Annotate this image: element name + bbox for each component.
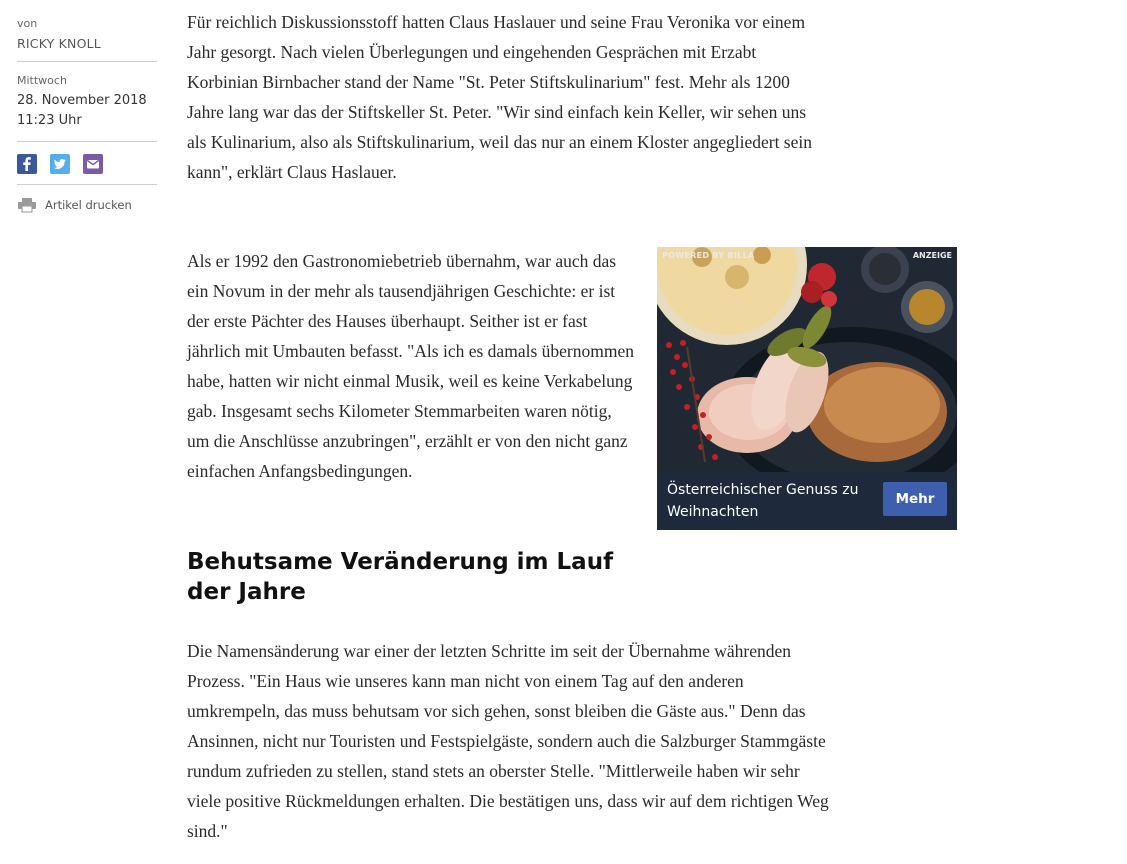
advertisement[interactable] (657, 247, 957, 530)
divider (17, 141, 157, 142)
share-buttons (17, 154, 157, 174)
divider (17, 61, 157, 62)
ad-more-button[interactable]: Mehr (883, 482, 947, 516)
twitter-icon (50, 154, 70, 174)
ad-caption-bar[interactable] (657, 472, 957, 530)
publish-time: 11:23 Uhr (17, 113, 82, 128)
publish-date: 28. November 2018 (17, 93, 147, 108)
mail-share-button[interactable] (83, 154, 103, 174)
weekday: Mittwoch (17, 74, 67, 87)
paragraph-3: Die Namensänderung war einer der letzten Schritte im seit der Übernahme währenden Prozess. "Ein Haus wie unseres kann man nicht von einem Tag auf den anderen umkrempeln, das muss behutsam vor sich gehen, sonst bleiben die Gäste aus." Denn das Ansinnen, nicht nur Touristen und Festspielgäste, sondern auch die Salzburger Stammgäste rundum zufrieden zu stellen, stand stets an oberster Stelle. "Mittlerweile haben wir sehr viele positive Rückmeldungen erhalten. Die bestätigen uns, dass wir auf dem richtigen Weg sind." (187, 641, 829, 841)
author-prefix: von (17, 17, 38, 30)
mail-icon (83, 154, 103, 174)
twitter-share-button[interactable] (50, 154, 70, 174)
print-label: Artikel drucken (45, 198, 132, 212)
facebook-share-button[interactable] (17, 154, 37, 174)
ad-label: ANZEIGE (912, 251, 952, 260)
paragraph-2: Als er 1992 den Gastronomiebetrieb übernahm, war auch das ein Novum in der mehr als tausendjährigen Geschichte: er ist der erste Pächter des Hauses überhaupt. Seither ist er fast jährlich mit Umbauten befasst. "Als ich es damals übernommen habe, hatten wir nicht einmal Musik, weil es keine Verkabelung gab. Insgesamt sechs Kilometer Stemmarbeiten waren nötig, um die Anschlüsse anzubringen", erzählt er von den nicht ganz einfachen Anfangsbedingungen. (187, 251, 634, 481)
print-article-link[interactable] (17, 197, 157, 213)
ad-sponsor-label: POWERED BY BILLA (662, 251, 755, 260)
section-heading: Behutsame Veränderung im Lauf der Jahre (187, 549, 614, 605)
facebook-icon (17, 154, 37, 174)
article-meta-sidebar (17, 17, 157, 213)
paragraph-1: Für reichlich Diskussionsstoff hatten Claus Haslauer und seine Frau Veronika vor einem Jahr gesorgt. Nach vielen Überlegungen und eingehenden Gesprächen mit Erzabt Korbinian Birnbacher stand der Name "St. Peter Stiftskulinarium" fest. Mehr als 1200 Jahre lang war das der Stiftskeller St. Peter. "Wir sind einfach kein Keller, wir sehen uns als Kulinarium, also als Stiftskulinarium, weil das nur an einem Kloster angegliedert sein kann", erklärt Claus Haslauer. (187, 12, 813, 182)
ad-food-image[interactable] (657, 247, 957, 472)
printer-icon (17, 197, 37, 213)
divider (17, 184, 157, 185)
author-name[interactable]: RICKY KNOLL (17, 36, 101, 51)
ad-title[interactable]: Österreichischer Genuss zu Weihnachten (667, 482, 859, 520)
